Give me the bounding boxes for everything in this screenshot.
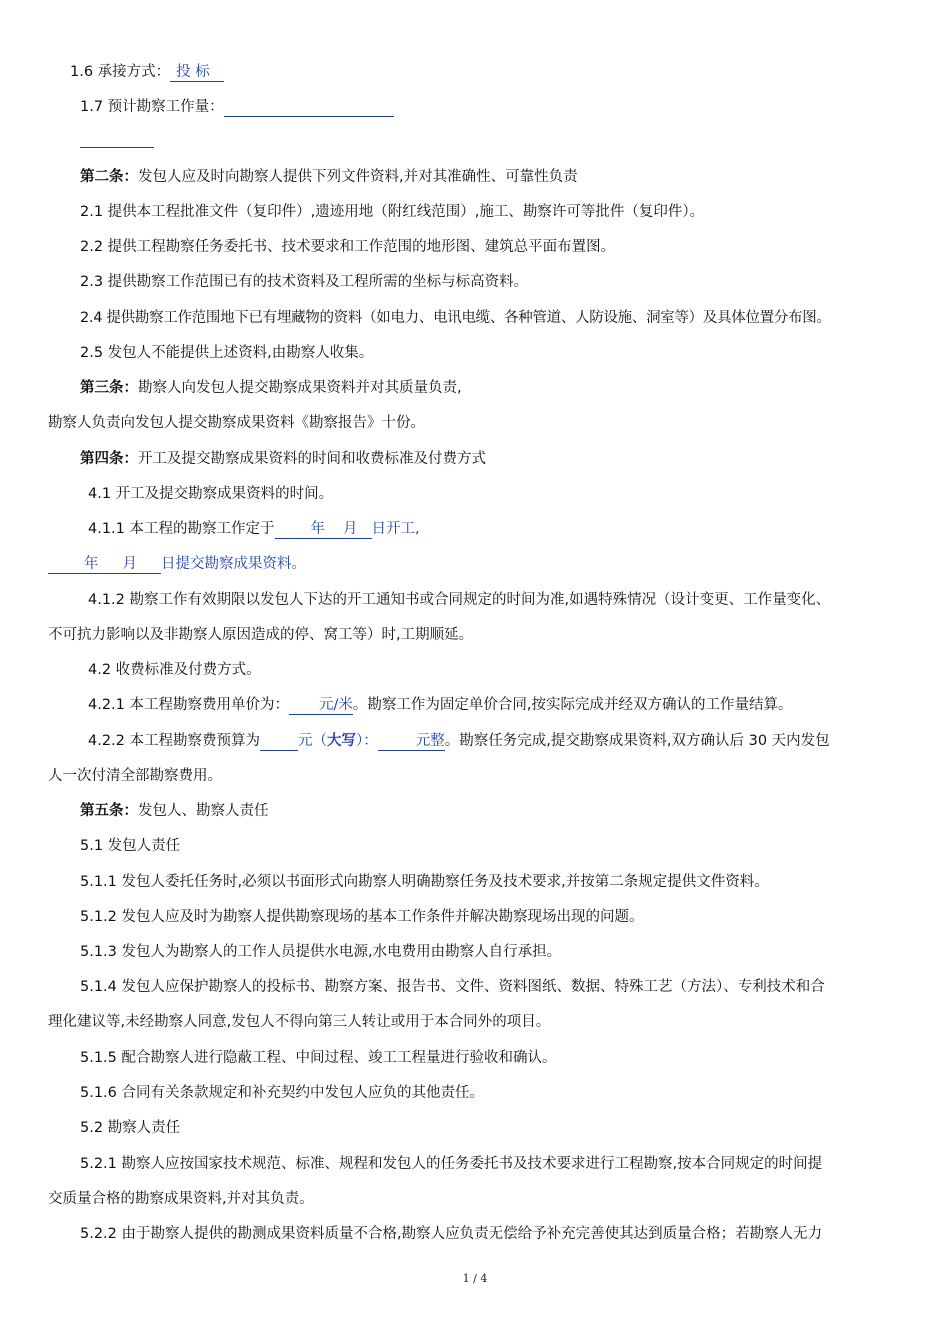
clause-5-2-1-continued: 交质量合格的勘察成果资料,并对其负责。 <box>48 1191 314 1207</box>
clause-5-1: 5.1 发包人责任 <box>80 838 181 854</box>
article-3-heading <box>80 378 462 398</box>
clause-2-4: 2.4 提供勘察工作范围地下已有埋藏物的资料（如电力、电讯电缆、各种管道、人防设施、洞室等）及具体位置分布图。 <box>80 310 831 326</box>
clause-2-1: 2.1 提供本工程批准文件（复印件）,遗迹用地（附红线范围）,施工、勘察许可等批件（复印件）。 <box>80 204 705 220</box>
clause-2-2: 2.2 提供工程勘察任务委托书、技术要求和工作范围的地形图、建筑总平面布置图。 <box>80 239 616 255</box>
clause-4-2-1-text: 。勘察工作为固定单价合同,按实际完成并经双方确认的工作量结算。 <box>352 697 793 713</box>
capital-close: ）： <box>356 733 378 749</box>
clause-4-2-2-label: 4.2.2 本工程勘察费预算为 <box>88 733 261 749</box>
unit-price-unit: 元/米 <box>319 697 353 713</box>
start-month-unit: 月 <box>343 521 358 537</box>
clause-4-2-2-text: 。勘察任务完成,提交勘察成果资料,双方确认后 30 天内发包 <box>444 733 830 749</box>
clause-1-6 <box>70 62 224 82</box>
clause-5-2: 5.2 勘察人责任 <box>80 1120 181 1136</box>
article-4-title: 第四条： <box>80 451 138 467</box>
article-5-text: 发包人、勘察人责任 <box>138 803 269 819</box>
article-3-title: 第三条： <box>80 380 138 396</box>
clause-5-1-4-continued: 理化建议等,未经勘察人同意,发包人不得向第三人转让或用于本合同外的项目。 <box>48 1014 551 1030</box>
budget-blank <box>260 733 298 751</box>
clause-5-1-3: 5.1.3 发包人为勘察人的工作人员提供水电源,水电费用由勘察人自行承担。 <box>80 944 562 960</box>
submit-day-blank <box>137 556 161 574</box>
submit-year-unit: 年 <box>84 556 99 572</box>
capital-amount-unit: 元整 <box>415 733 445 749</box>
clause-5-2-2: 5.2.2 由于勘察人提供的勘测成果资料质量不合格,勘察人应负责无偿给予补充完善使其达到质量合格；若勘察人无力 <box>80 1226 823 1242</box>
submit-year-blank <box>48 556 84 574</box>
start-day-text: 日开工, <box>371 521 420 537</box>
capital-label: 大写 <box>327 733 357 749</box>
article-5-heading <box>80 801 269 821</box>
clause-1-7 <box>80 97 394 117</box>
clause-5-2-1: 5.2.1 勘察人应按国家技术规范、标准、规程和发包人的任务委托书及技术要求进行工程勘察,按本合同规定的时间提 <box>80 1156 823 1172</box>
workload-blank-continued <box>80 147 154 148</box>
clause-4-1-2-continued: 不可抗力影响以及非勘察人原因造成的停、窝工等）时,工期顺延。 <box>48 627 474 643</box>
clause-4-1: 4.1 开工及提交勘察成果资料的时间。 <box>88 486 334 502</box>
article-2-text: 发包人应及时向勘察人提供下列文件资料,并对其准确性、可靠性负责 <box>138 169 578 185</box>
article-4-text: 开工及提交勘察成果资料的时间和收费标准及付费方式 <box>138 451 486 467</box>
clause-4-2-1-label: 4.2.1 本工程勘察费用单价为： <box>88 697 290 713</box>
start-year-unit: 年 <box>310 521 326 537</box>
clause-4-1-2: 4.1.2 勘察工作有效期限以发包人下达的开工通知书或合同规定的时间为准,如遇特殊情况（设计变更、工作量变化、 <box>88 592 831 608</box>
clause-4-1-1-label: 4.1.1 本工程的勘察工作定于 <box>88 521 275 537</box>
clause-2-3: 2.3 提供勘察工作范围已有的技术资料及工程所需的坐标与标高资料。 <box>80 274 529 290</box>
clause-5-1-4: 5.1.4 发包人应保护勘察人的投标书、勘察方案、报告书、文件、资料图纸、数据、特殊工艺（方法）、专利技术和合 <box>80 979 825 995</box>
unit-price-blank <box>289 697 319 715</box>
clause-5-1-1: 5.1.1 发包人委托任务时,必须以书面形式向勘察人明确勘察任务及技术要求,并按第二条规定提供文件资料。 <box>80 874 769 890</box>
page-number: 1 / 4 <box>462 1272 488 1285</box>
article-5-title: 第五条： <box>80 803 138 819</box>
clause-4-1-1 <box>88 519 420 539</box>
submit-month-blank <box>99 556 123 574</box>
submit-month-unit: 月 <box>122 556 137 572</box>
article-2-heading <box>80 167 578 187</box>
submit-day-text: 日提交勘察成果资料。 <box>161 556 306 572</box>
article-4-heading <box>80 449 486 469</box>
clause-4-2: 4.2 收费标准及付费方式。 <box>88 662 261 678</box>
start-month-blank <box>325 521 343 539</box>
article-3-body: 勘察人负责向发包人提交勘察成果资料《勘察报告》十份。 <box>48 415 425 431</box>
clause-5-1-6: 5.1.6 合同有关条款规定和补充契约中发包人应负的其他责任。 <box>80 1085 485 1101</box>
clause-5-1-5: 5.1.5 配合勘察人进行隐蔽工程、中间过程、竣工工程量进行验收和确认。 <box>80 1050 557 1066</box>
clause-2-5: 2.5 发包人不能提供上述资料,由勘察人收集。 <box>80 345 374 361</box>
clause-4-2-2-continued: 人一次付清全部勘察费用。 <box>48 768 222 784</box>
budget-unit: 元（ <box>298 733 328 749</box>
article-2-title: 第二条： <box>80 169 138 185</box>
clause-1-7-label: 1.7 预计勘察工作量： <box>80 99 224 115</box>
start-year-blank <box>275 521 311 539</box>
clause-4-2-1 <box>88 695 793 715</box>
clause-5-1-2: 5.1.2 发包人应及时为勘察人提供勘察现场的基本工作条件并解决勘察现场出现的问题。 <box>80 909 644 925</box>
clause-1-6-label: 1.6 承接方式： <box>70 64 171 80</box>
workload-blank <box>224 99 394 117</box>
start-day-blank <box>358 521 372 539</box>
contract-method-value: 投 标 <box>170 64 224 82</box>
article-3-text: 勘察人向发包人提交勘察成果资料并对其质量负责, <box>138 380 462 396</box>
clause-4-1-1-continued <box>48 554 306 574</box>
clause-4-2-2 <box>88 731 830 751</box>
capital-amount-blank <box>378 733 416 751</box>
